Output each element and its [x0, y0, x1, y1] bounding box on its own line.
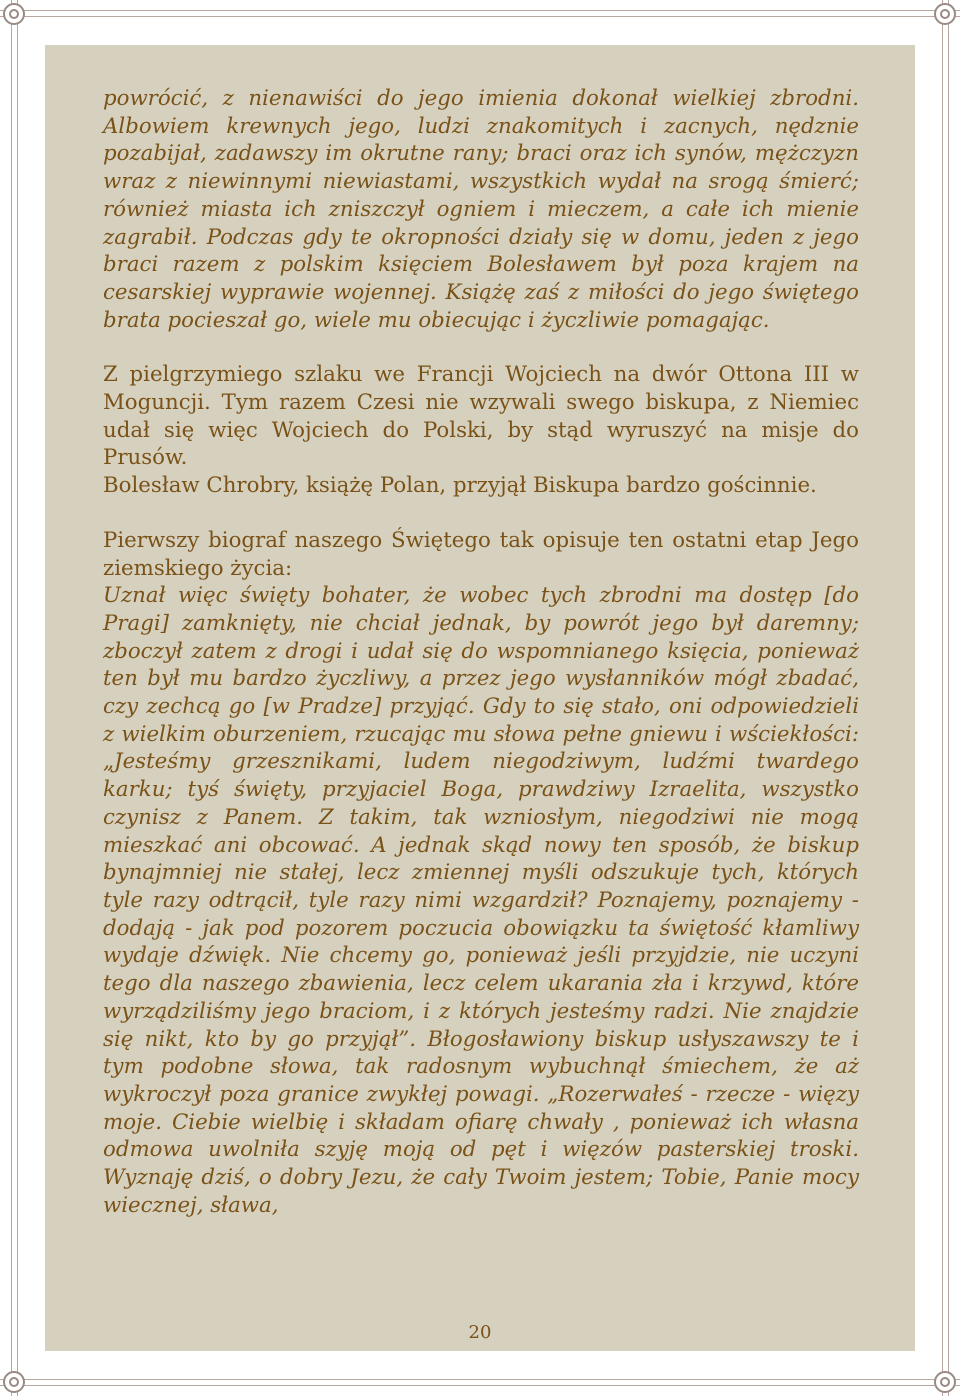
paragraph-biography-quote: Uznał więc święty bohater, że wobec tych zbrodni ma dostęp [do Pragi] zamknięty, nie chciał jednak, by powrót jego był daremny; zboczył zatem z drogi i udał się do wspomnianego księcia, ponieważ ten był mu bardzo życzliwy, a przez jego wysłanników mógł zbadać, czy zechcą go [w Pradze] przyjąć. Gdy to się stało, oni odpowiedzieli z wielkim oburzeniem, rzucając mu słowa pełne gniewu i wściekłości: „Jesteśmy grzesznikami, ludem niegodziwym, ludźmi twardego karku; tyś święty, przyjaciel Boga, prawdziwy Izraelita, wszystko czynisz z Panem. Z takim, tak wzniosłym, niegodziwi nie mogą mieszkać ani obcować. A jednak skąd nowy ten sposób, że biskup bynajmniej nie stałej, lecz zmiennej myśli odszukuje tych, których tyle razy odtrącił, tyle razy nimi wzgardził? Poznajemy, poznajemy - dodają - jak pod pozorem poczucia obowiązku ta świętość kłamliwy wydaje dźwięk. Nie chcemy go, ponieważ jeśli przyjdzie, nie uczyni tego dla naszego zbawienia, lecz celem ukarania zła i krzywd, które wyrządziliśmy jego braciom, i z których jesteśmy radzi. Nie znajdzie się nikt, kto by go przyjął”. Błogosławiony biskup usłyszawszy te i tym podobne słowa, tak radosnym wybuchnął śmiechem, że aż wykroczył poza granice zwykłej powagi. „Rozerwałeś - rzecze - więzy moje. Ciebie wielbię i składam ofiarę chwały , ponieważ ich własna odmowa uwolniła szyję moją od pęt i więzów pasterskiej troski. Wyznaję dziś, o dobry Jezu, że cały Twoim jestem; Tobie, Panie mocy wiecznej, sława,	[103, 583, 859, 1218]
corner-ornament-top-right	[934, 3, 956, 25]
page-number: 20	[468, 1322, 492, 1343]
frame-line-left-outer	[11, 0, 12, 1396]
frame-line-bottom-outer	[0, 1385, 960, 1386]
paragraph-biographer-intro: Pierwszy biograf naszego Świętego tak opisuje ten ostatni etap Jego ziemskiego życia:	[103, 527, 859, 581]
frame-line-left-inner	[17, 0, 18, 1396]
frame-line-bottom-inner	[0, 1379, 960, 1380]
frame-line-top-outer	[0, 10, 960, 11]
body-text	[103, 85, 859, 1219]
frame-line-right-outer	[948, 0, 949, 1396]
paragraph-chronicle-excerpt: powrócić, z nienawiści do jego imienia dokonał wielkiej zbrodni. Albowiem krewnych jego, ludzi znakomitych i zacnych, nędznie pozabijał, zadawszy im okrutne rany; braci oraz ich synów, mężczyzn wraz z niewinnymi niewiastami, wszystkich wydał na srogą śmierć; również miasta ich zniszczył ogniem i mieczem, a całe ich mienie zagrabił. Podczas gdy te okropności działy się w domu, jeden z jego braci razem z polskim księciem Bolesławem był poza krajem na cesarskiej wyprawie wojennej. Książę zaś z miłości do jego świętego brata pocieszał go, wiele mu obiecując i życzliwie pomagając.	[103, 86, 859, 333]
paragraph-gap	[103, 334, 859, 361]
paragraph-boleslaw: Bolesław Chrobry, książę Polan, przyjął Biskupa bardzo gościnnie.	[103, 473, 817, 499]
paragraph-gap	[103, 500, 859, 527]
corner-ornament-bottom-left	[3, 1371, 25, 1393]
frame-line-right-inner	[942, 0, 943, 1396]
corner-ornament-bottom-right	[934, 1371, 956, 1393]
corner-ornament-top-left	[3, 3, 25, 25]
page-area	[45, 45, 915, 1351]
paragraph-pilgrimage: Z pielgrzymiego szlaku we Francji Wojciech na dwór Ottona III w Moguncji. Tym razem Czesi nie wzywali swego biskupa, z Niemiec udał się więc Wojciech do Polski, by stąd wyruszyć na misje do Prusów.	[103, 362, 859, 471]
frame-line-top-inner	[0, 16, 960, 17]
